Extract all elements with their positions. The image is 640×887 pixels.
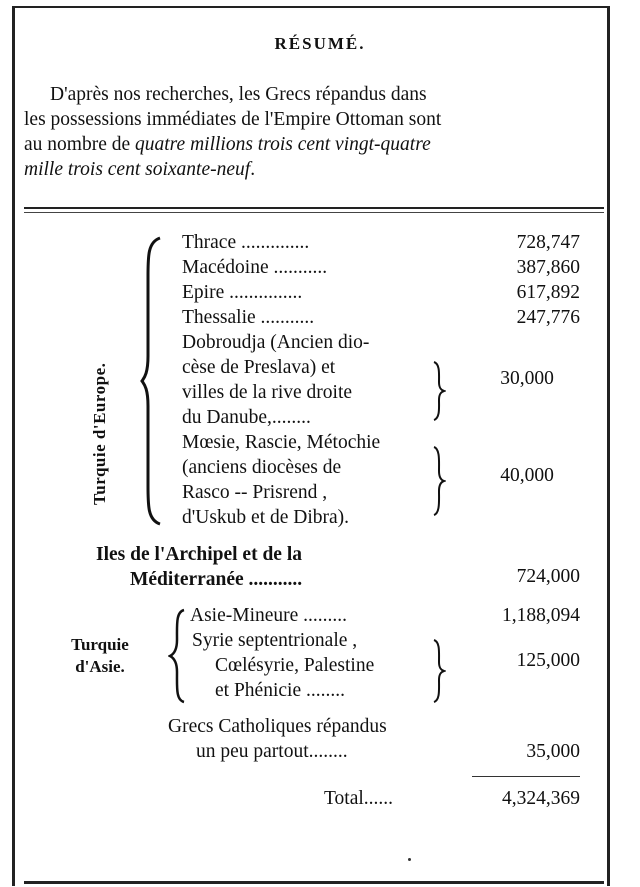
row-value: 617,892	[516, 282, 580, 303]
row-label: Cœlésyrie, Palestine	[215, 655, 375, 676]
total-rule	[472, 776, 580, 777]
double-rule-bottom	[24, 212, 604, 213]
intro-line-4	[24, 157, 606, 182]
row-label: Mœsie, Rascie, Métochie	[182, 432, 381, 453]
row-label: Epire ...............	[182, 282, 303, 303]
dobroudja-brace-icon	[432, 360, 446, 422]
section-title: RÉSUMÉ.	[274, 34, 366, 53]
europe-vertical-label: Turquie d'Europe.	[90, 362, 109, 505]
row-label: villes de la rive droite	[182, 382, 353, 403]
iles-line-1	[96, 544, 302, 566]
row-value: 125,000	[516, 650, 580, 671]
row-value: 40,000	[500, 465, 554, 486]
catholiques-line-1	[168, 716, 387, 738]
stray-dot	[408, 858, 411, 861]
row-label: (anciens diocèses de	[182, 457, 342, 478]
row-value: 247,776	[516, 307, 580, 328]
intro-paragraph	[24, 82, 606, 182]
syrie-brace-icon	[432, 638, 446, 704]
catholiques-line-2	[196, 741, 348, 763]
row-value: 30,000	[500, 368, 554, 389]
row-value: 1,188,094	[502, 605, 580, 626]
asie-label-line-1: Turquie	[71, 635, 129, 654]
intro-line-3	[24, 132, 606, 157]
double-rule-top	[24, 207, 604, 209]
iles-label-2: Méditerranée ...........	[130, 569, 303, 590]
row-label: cèse de Preslava) et	[182, 357, 336, 378]
catholiques-label-1: Grecs Catholiques répandus	[168, 716, 387, 737]
row-label: Macédoine ...........	[182, 257, 328, 278]
row-label: Dobroudja (Ancien dio-	[182, 332, 370, 353]
iles-line-2	[130, 569, 302, 591]
row-label: Asie-Mineure .........	[190, 605, 348, 626]
intro-line-4-italic: mille trois cent soixante-neuf	[24, 159, 251, 180]
europe-brace-icon	[140, 236, 164, 526]
intro-line-1: D'après nos recherches, les Grecs répandus dans	[50, 84, 427, 105]
row-value: 728,747	[516, 232, 580, 253]
iles-label-1: Iles de l'Archipel et de la	[96, 544, 302, 565]
row-label: d'Uskub et de Dibra).	[182, 507, 350, 528]
row-label: et Phénicie ........	[215, 680, 345, 701]
intro-line-4-end: .	[250, 159, 256, 180]
asie-label-line-2: d'Asie.	[75, 657, 125, 676]
intro-line-3-italic: quatre millions trois cent vingt-quatre	[135, 134, 431, 155]
row-label: Rasco -- Prisrend ,	[182, 482, 328, 503]
row-value: 387,860	[516, 257, 580, 278]
intro-line-2: les possessions immédiates de l'Empire Ottoman sont	[24, 109, 442, 130]
row-label: Syrie septentrionale ,	[192, 630, 358, 651]
row-label: Thrace ..............	[182, 232, 310, 253]
total-label: Total......	[324, 788, 394, 809]
row-label: Thessalie ...........	[182, 307, 315, 328]
asie-brace-icon	[168, 608, 186, 704]
row-value: 35,000	[526, 741, 580, 762]
catholiques-label-2: un peu partout........	[196, 741, 348, 762]
intro-line-3-plain: au nombre de	[24, 134, 136, 155]
bottom-rule	[24, 881, 604, 884]
row-label: du Danube,........	[182, 407, 311, 428]
moesie-brace-icon	[432, 445, 446, 517]
total-label-row	[324, 788, 393, 810]
row-value: 724,000	[516, 566, 580, 587]
asie-label	[40, 634, 160, 678]
total-value: 4,324,369	[502, 788, 580, 809]
